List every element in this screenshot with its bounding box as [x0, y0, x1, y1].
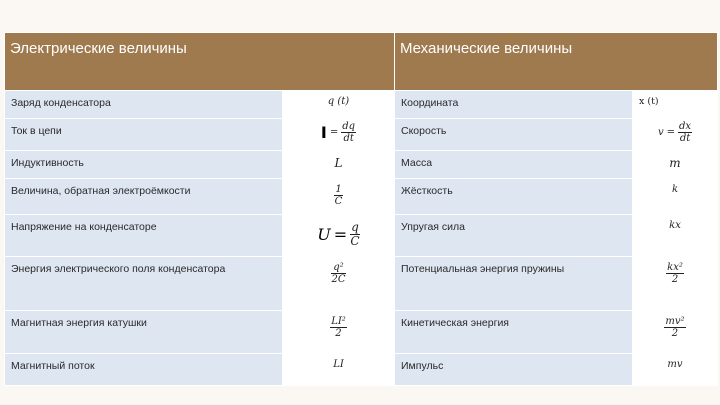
table-row — [5, 119, 718, 151]
mechanical-formula: x (t) — [639, 96, 659, 107]
fraction-numerator: dx — [679, 121, 692, 132]
formula-lhs: v — [657, 127, 664, 138]
mechanical-label: Масса — [401, 157, 433, 169]
mechanical-formula — [664, 311, 685, 339]
table-row — [5, 151, 718, 179]
table-row — [5, 354, 718, 386]
formula-fraction — [678, 121, 692, 144]
formula-fraction — [350, 221, 360, 248]
analogy-table — [4, 32, 718, 386]
mechanical-label: Потенциальная энергия пружины — [401, 263, 565, 275]
fraction-numerator: kx² — [667, 262, 683, 273]
electric-formula — [334, 179, 342, 207]
fraction-numerator: mv² — [665, 316, 685, 327]
mechanical-label: Жёсткость — [401, 185, 453, 197]
formula-eq: = — [333, 225, 348, 244]
electric-label: Индуктивность — [11, 157, 84, 169]
electric-label: Магнитный поток — [11, 360, 95, 372]
formula-lhs: U — [317, 225, 331, 244]
mechanical-formula: k — [671, 184, 679, 195]
mechanical-formula: kx — [669, 220, 681, 231]
fraction-denominator: C — [350, 234, 360, 248]
table-row — [5, 91, 718, 119]
fraction-denominator: dt — [679, 133, 691, 144]
header-mechanical: Механические величины — [395, 33, 718, 91]
electric-formula: L — [334, 156, 343, 170]
electric-formula — [317, 215, 360, 248]
electric-label: Энергия электрического поля конденсатора — [11, 263, 226, 275]
fraction-denominator: C — [334, 196, 343, 207]
mechanical-label: Импульс — [401, 360, 444, 372]
electric-formula — [330, 311, 347, 339]
table-row — [5, 257, 718, 311]
formula-eq: = — [666, 127, 675, 138]
mechanical-label: Кинетическая энергия — [401, 317, 509, 329]
electric-formula: q (t) — [327, 96, 350, 107]
electric-label: Величина, обратная электроёмкости — [11, 185, 191, 197]
formula-eq: = — [329, 127, 339, 138]
fraction-numerator: LI² — [331, 316, 346, 327]
table-row — [5, 215, 718, 257]
mechanical-formula — [666, 257, 684, 285]
header-electric: Электрические величины — [5, 33, 395, 91]
header-row — [5, 33, 718, 91]
table-row — [5, 179, 718, 215]
formula-fraction — [341, 121, 356, 144]
fraction-denominator: dt — [343, 133, 354, 144]
electric-formula: LI — [333, 359, 344, 370]
electric-label: Заряд конденсатора — [11, 97, 111, 109]
electric-label: Ток в цепи — [11, 125, 62, 137]
fraction-denominator: 2 — [335, 328, 342, 339]
fraction-numerator: dq — [342, 121, 356, 132]
fraction-numerator: q — [351, 220, 359, 234]
mechanical-label: Упругая сила — [401, 221, 465, 233]
electric-label: Магнитная энергия катушки — [11, 317, 147, 329]
fraction-numerator: q² — [333, 262, 344, 273]
mechanical-formula — [658, 119, 692, 144]
electric-formula — [331, 257, 345, 285]
electric-label: Напряжение на конденсаторе — [11, 221, 157, 233]
electric-formula — [321, 119, 356, 144]
fraction-denominator: 2C — [331, 274, 346, 285]
table-row — [5, 311, 718, 354]
fraction-denominator: 2 — [671, 328, 679, 339]
mechanical-label: Координата — [401, 97, 459, 109]
mechanical-formula: mv — [667, 359, 683, 370]
mechanical-label: Скорость — [401, 125, 447, 137]
mechanical-formula: m — [669, 156, 681, 170]
fraction-denominator: 2 — [671, 274, 679, 285]
formula-lhs: I — [320, 123, 327, 142]
fraction-numerator: 1 — [335, 184, 342, 195]
